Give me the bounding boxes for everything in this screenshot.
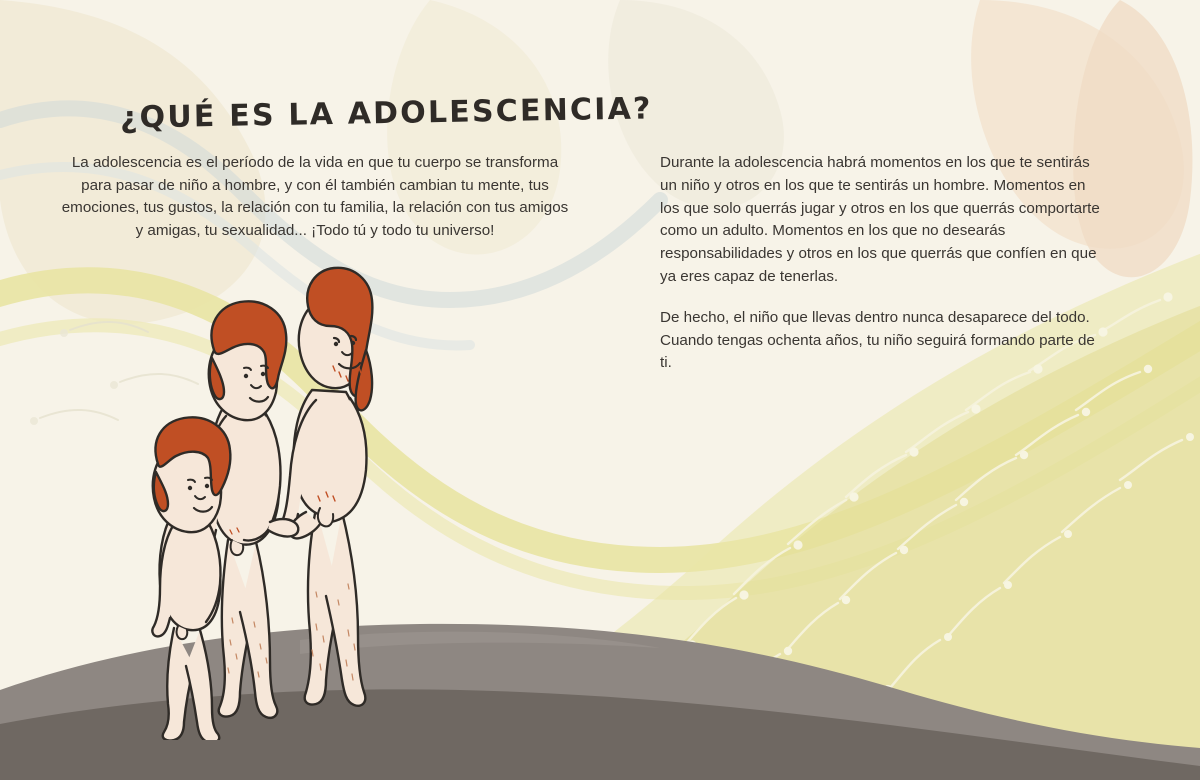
adolescence-illustration [120,240,540,740]
left-text-column [60,152,570,242]
page-title: ¿QUÉ ES LA ADOLESCENCIA? [119,91,653,136]
right-paragraph-2: De hecho, el niño que llevas dentro nunca desaparece del todo. Cuando tengas ochenta años, tu niño seguirá formando parte de ti. [660,308,1095,372]
right-paragraph-1: Durante la adolescencia habrá momentos en los que te sentirás un niño y otros en los que te sentirás un hombre. Momentos en los que solo querrás jugar y otros en los que querrás comportarte como un adulto. Momentos en los que no desearás responsabilidades y otros en los que querrás que confíen en que ya eres capaz de tenerlas. [660,154,1100,285]
child-figure [152,417,230,740]
right-text-column [660,152,1100,375]
adult-figure [280,268,372,706]
left-paragraph: La adolescencia es el período de la vida en que tu cuerpo se transforma para pasar de niño a hombre, y con él también cambian tu mente, tus emociones, tus gustos, la relación con tu familia, la relación con tus amigos y amigas, tu sexualidad... ¡Todo tú y todo tu universo! [61,154,569,239]
